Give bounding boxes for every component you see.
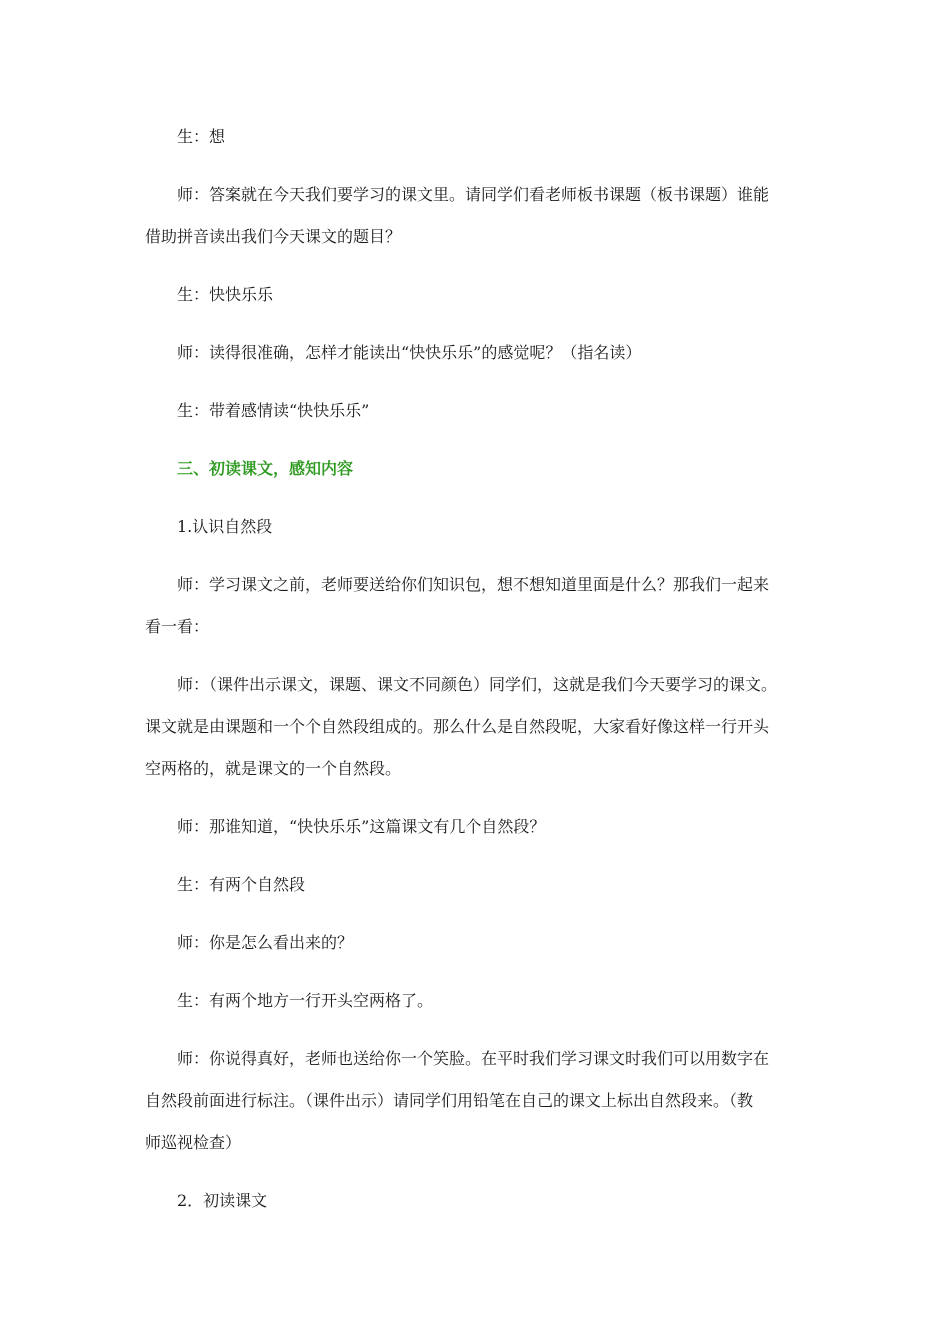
dialogue-student-line: 生：快快乐乐 <box>145 285 274 304</box>
subsection-heading: 2．初读课文 <box>145 1191 268 1210</box>
dialogue-student-line: 生：带着感情读“快快乐乐” <box>145 401 370 420</box>
section-heading: 三、初读课文，感知内容 <box>145 459 354 478</box>
dialogue-teacher-line: 师：你是怎么看出来的？ <box>145 933 354 952</box>
dialogue-teacher-line: 师：读得很准确，怎样才能读出“快快乐乐”的感觉呢？（指名读） <box>145 343 642 362</box>
dialogue-student-line: 生：有两个地方一行开头空两格了。 <box>145 991 434 1010</box>
dialogue-teacher-line-continued: 空两格的，就是课文的一个自然段。 <box>145 759 402 778</box>
dialogue-teacher-line-continued: 自然段前面进行标注。（课件出示）请同学们用铅笔在自己的课文上标出自然段来。（教 <box>145 1091 754 1110</box>
dialogue-teacher-line-continued: 看一看： <box>145 617 210 636</box>
dialogue-teacher-line-continued: 课文就是由课题和一个个自然段组成的。那么什么是自然段呢，大家看好像这样一行开头 <box>145 717 770 736</box>
dialogue-teacher-line: 师：答案就在今天我们要学习的课文里。请同学们看老师板书课题（板书课题）谁能 <box>145 185 770 204</box>
dialogue-teacher-line: 师：（课件出示课文，课题、课文不同颜色）同学们，这就是我们今天要学习的课文。 <box>145 675 778 694</box>
dialogue-teacher-line-continued: 借助拼音读出我们今天课文的题目？ <box>145 227 402 246</box>
dialogue-teacher-line: 师：那谁知道，“快快乐乐”这篇课文有几个自然段？ <box>145 817 546 836</box>
dialogue-teacher-line: 师：你说得真好，老师也送给你一个笑脸。在平时我们学习课文时我们可以用数字在 <box>145 1049 770 1068</box>
dialogue-student-line: 生：有两个自然段 <box>145 875 306 894</box>
dialogue-student-line: 生：想 <box>145 127 226 146</box>
subsection-heading: 1.认识自然段 <box>145 517 273 536</box>
dialogue-teacher-line-continued: 师巡视检查） <box>145 1133 242 1152</box>
dialogue-teacher-line: 师：学习课文之前，老师要送给你们知识包，想不想知道里面是什么？那我们一起来 <box>145 575 770 594</box>
